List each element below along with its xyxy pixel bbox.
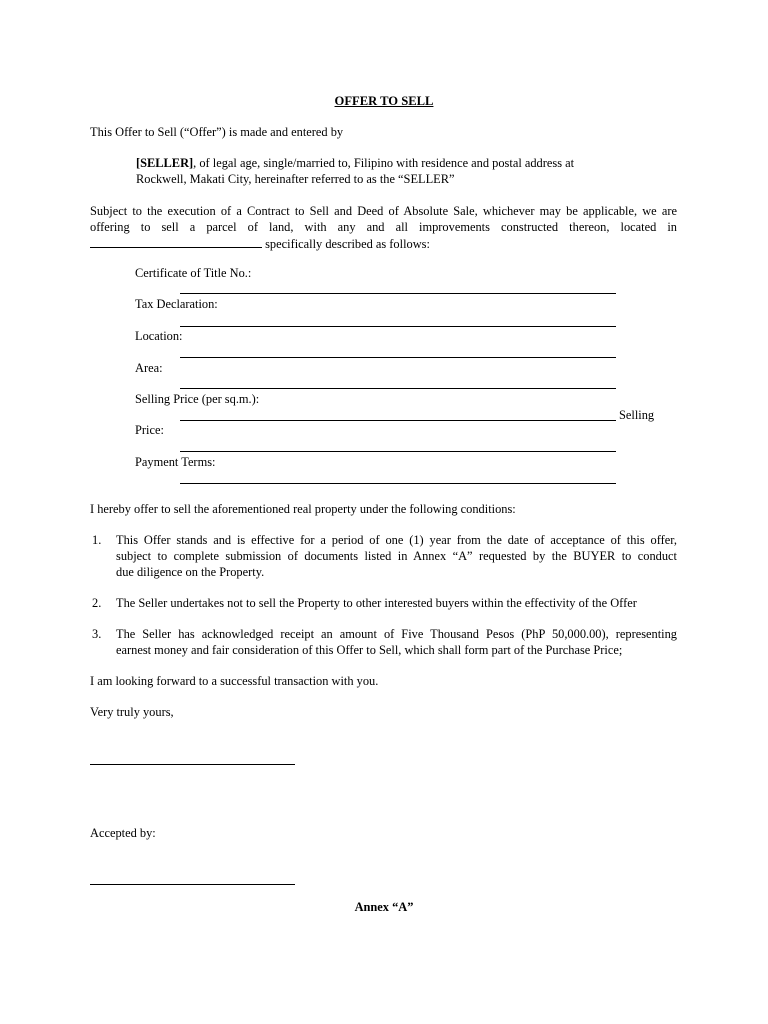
location-blank <box>90 236 262 248</box>
document-title: OFFER TO SELL <box>334 94 434 108</box>
salutation: Very truly yours, <box>90 705 174 719</box>
subject-line-3-rest: specifically described as follows: <box>265 237 430 251</box>
selling-word: Selling <box>619 408 655 422</box>
selling-price-per-sqm-label: Selling Price (per sq.m.): <box>135 392 260 406</box>
selling-price-per-sqm-blank <box>180 420 616 421</box>
area-label: Area: <box>135 361 163 375</box>
condition-3-number: 3. <box>92 627 102 641</box>
payment-terms-label: Payment Terms: <box>135 455 216 469</box>
area-blank <box>180 388 616 389</box>
annex-heading: Annex “A” <box>354 900 414 914</box>
tax-declaration-blank <box>180 326 616 327</box>
condition-1-line-2: subject to complete submission of documents listed in Annex “A” requested by the BUYER to conduct <box>116 549 677 563</box>
condition-3-line-1: The Seller has acknowledged receipt an amount of Five Thousand Pesos (PhP 50,000.00), representing <box>116 627 677 641</box>
intro-text: This Offer to Sell (“Offer”) is made and entered by <box>90 125 344 139</box>
subject-line-2: offering to sell a parcel of land, with any and all improvements constructed thereon, located in <box>90 220 677 234</box>
closing-text: I am looking forward to a successful transaction with you. <box>90 674 379 688</box>
tax-declaration-label: Tax Declaration: <box>135 297 218 311</box>
condition-2-number: 2. <box>92 596 102 610</box>
conditions-intro: I hereby offer to sell the aforementioned real property under the following conditions: <box>90 502 516 516</box>
seller-line-2: Rockwell, Makati City, hereinafter referred to as the “SELLER” <box>136 172 455 186</box>
payment-terms-blank <box>180 483 616 484</box>
seller-line-1-rest: , of legal age, single/married to, Filipino with residence and postal address at <box>193 156 575 170</box>
location-label: Location: <box>135 329 183 343</box>
condition-1-line-3: due diligence on the Property. <box>116 565 265 579</box>
buyer-signature-line <box>90 884 295 885</box>
seller-line-1 <box>136 156 574 171</box>
location-field-blank <box>180 357 616 358</box>
certificate-blank <box>180 293 616 294</box>
price-label: Price: <box>135 423 164 437</box>
seller-tag: [SELLER] <box>136 156 194 170</box>
subject-line-1: Subject to the execution of a Contract to Sell and Deed of Absolute Sale, whichever may be applicable, we are <box>90 204 677 218</box>
certificate-label: Certificate of Title No.: <box>135 266 252 280</box>
price-blank <box>180 451 616 452</box>
subject-line-3 <box>90 236 430 252</box>
accepted-by-label: Accepted by: <box>90 826 156 840</box>
condition-1-line-1: This Offer stands and is effective for a period of one (1) year from the date of acceptance of this offer, <box>116 533 677 547</box>
condition-3-line-2: earnest money and fair consideration of this Offer to Sell, which shall form part of the Purchase Price; <box>116 643 623 657</box>
seller-signature-line <box>90 764 295 765</box>
condition-2-line-1: The Seller undertakes not to sell the Property to other interested buyers within the effectivity of the Offer <box>116 596 637 610</box>
condition-1-number: 1. <box>92 533 102 547</box>
